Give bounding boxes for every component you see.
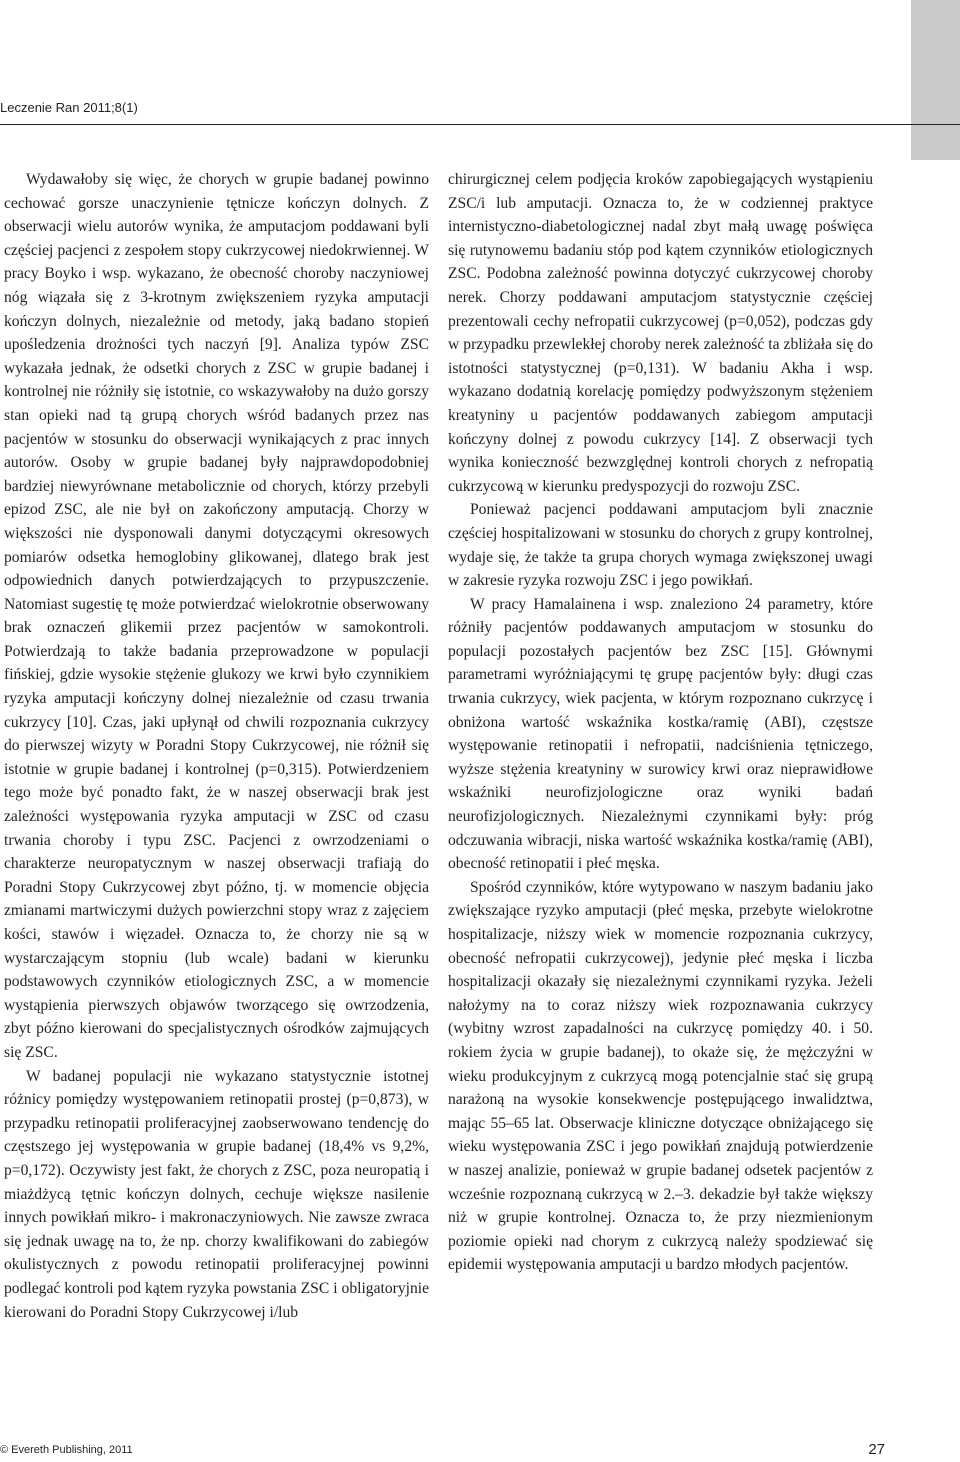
section-tab (911, 0, 960, 160)
paragraph: W pracy Hamalainena i wsp. znaleziono 24 parametry, które różniły pacjentów poddawanych amputacjom w stosunku do populacji pozostałych pacjentów bez ZSC [15]. Głównymi parametrami wyróżniającymi tę grupę pacjentów były: długi czas trwania cukrzycy, wiek pacjenta, w którym rozpoznano cukrzycę i obniżona wartość wskaźnika kostka/ramię (ABI), częstsze występowanie retinopatii i nefropatii, nadciśnienia tętniczego, wyższe stężenia kreatyniny w surowicy krwi oraz nieprawidłowe wskaźniki neurofizjologiczne oraz wyniki badań neurofizjologicznych. Niezależnymi czynnikami były: próg odczuwania wibracji, niska wartość wskaźnika kostka/ramię (ABI), obecność retinopatii i płeć męska. (448, 595, 873, 873)
paragraph: chirurgicznej celem podjęcia kroków zapobiegających wystąpieniu ZSC/i lub amputacji. Oznacza to, że w codziennej praktyce internistyczno-diabetologicznej nadal zbyt małą uwagę poświęca się rutynowemu badaniu stóp pod kątem czynników etiologicznych ZSC. Podobna zależność powinna dotyczyć cukrzycowej choroby nerek. Chorzy poddawani amputacjom statystycznie częściej prezentowali cechy nefropatii cukrzycowej (p=0,052), podczas gdy w przypadku przewlekłej choroby nerek zależność ta zbliżała się do istotności statystycznej (p=0,131). W badaniu Akha i wsp. wykazano dodatnią korelację pomiędzy podwyższonym stężeniem kreatyniny u pacjentów poddawanych zabiegom amputacji kończyny dolnej z powodu cukrzycy [14]. Z obserwacji tych wynika konieczność bezwzględnej kontroli chorych z nefropatią cukrzycową w kierunku predyspozycji do rozwoju ZSC. (448, 171, 873, 495)
running-head: Leczenie Ran 2011;8(1) (0, 100, 138, 115)
right-column (448, 168, 873, 1277)
copyright-notice: © Evereth Publishing, 2011 (0, 1444, 133, 1456)
header-rule (0, 124, 960, 125)
left-column (4, 168, 429, 1324)
paragraph: W badanej populacji nie wykazano statystycznie istotnej różnicy pomiędzy występowaniem retinopatii prostej (p=0,873), w przypadku retinopatii proliferacyjnej zaobserwowano tendencję do częstszego jej występowania w grupie badanej (18,4% vs 9,2%, p=0,172). Oczywisty jest fakt, że chorych z ZSC, poza neuropatią i miażdżycą tętnic kończyn dolnych, cechuje większe nasilenie innych powikłań mikro- i makronaczyniowych. Nie zawsze zwraca się jednak uwagę na to, że np. chorzy kwalifikowani do zabiegów okulistycznych z powodu retinopatii proliferacyjnej powinni podlegać kontroli pod kątem ryzyka powstania ZSC i obligatoryjnie kierowani do Poradni Stopy Cukrzycowej i/lub (4, 1067, 429, 1321)
paragraph: Spośród czynników, które wytypowano w naszym badaniu jako zwiększające ryzyko amputacji (płeć męska, przebyte wielokrotne hospitalizacje, niższy wiek w momencie rozpoznania cukrzycy, obecność nefropatii cukrzycowej), jedynie płeć męska i liczba hospitalizacji okazały się niezależnymi czynnikami ryzyka. Jeżeli nałożymy na to coraz niższy wiek rozpoznawania cukrzycy (wybitny wzrost zapadalności na cukrzycę pomiędzy 40. i 50. rokiem życia w grupie badanej), to okaże się, że mężczyźni w wieku produkcyjnym z cukrzycą mogą potencjalnie stać się grupą narażoną na wysokie konsekwencje postępującego inwalidztwa, mając 55–65 lat. Obserwacje kliniczne dotyczące obniżającego się wieku występowania ZSC i jego powikłań znajdują potwierdzenie w naszej analizie, ponieważ w grupie badanej odsetek pacjentów z wcześnie rozpoznaną cukrzycą w 2.–3. dekadzie był także większy niż w grupie kontrolnej. Oznacza to, że przy niezmienionym poziomie opieki nad chorym z cukrzycą należy spodziewać się epidemii występowania amputacji u bardzo młodych pacjentów. (448, 878, 873, 1274)
paragraph: Wydawałoby się więc, że chorych w grupie badanej powinno cechować gorsze unaczynienie tętnicze kończyn dolnych. Z obserwacji wielu autorów wynika, że amputacjom poddawani byli częściej pacjenci z zespołem stopy cukrzycowej niedokrwiennej. W pracy Boyko i wsp. wykazano, że obecność choroby naczyniowej nóg wiązała się z 3-krotnym zwiększeniem ryzyka amputacji kończyn dolnych, niezależnie od metody, jaką badano stopień upośledzenia drożności tych naczyń [9]. Analiza typów ZSC wykazała jednak, że odsetki chorych z ZSC w grupie badanej i kontrolnej nie różniły się istotnie, co wskazywałoby na dużo gorszy stan opieki nad tą grupą chorych wśród badanych przez nas pacjentów w stosunku do obserwacji wynikających z prac innych autorów. Osoby w grupie badanej były najprawdopodobniej bardziej niewyrównane metabolicznie od chorych, którzy przebyli epizod ZSC, ale nie był on zakończony amputacją. Chorzy w większości nie dysponowali danymi dotyczącymi okresowych pomiarów odsetka hemoglobiny glikowanej, dlatego brak jest odpowiednich danych potwierdzających to przypuszczenie. Natomiast sugestię tę może potwierdzać wielokrotnie obserwowany brak oznaczeń glikemii przez pacjentów w samokontroli. Potwierdzają to także badania przeprowadzone w populacji fińskiej, gdzie wysokie stężenie glukozy we krwi było czynnikiem ryzyka amputacji kończyny dolnej niezależnie od czasu trwania cukrzycy [10]. Czas, jaki upłynął od chwili rozpoznania cukrzycy do pierwszej wizyty w Poradni Stopy Cukrzycowej, nie różnił się istotnie w grupie badanej i kontrolnej (p=0,315). Potwierdzeniem tego może być ponadto fakt, że w naszej obserwacji brak jest zależności występowania ryzyka amputacji w ZSC od czasu trwania choroby i typu ZSC. Pacjenci z owrzodzeniami o charakterze neuropatycznym w naszej obserwacji trafiają do Poradni Stopy Cukrzycowej zbyt późno, tj. w momencie objęcia zmianami martwiczymi dużych powierzchni stopy wraz z zajęciem kości, stawów i więzadeł. Oznacza to, że chorzy nie są w wystarczającym stopniu (lub wcale) badani w kierunku podstawowych czynników etiologicznych ZSC, a w momencie wystąpienia pierwszych objawów tworzącego się owrzodzenia, zbyt późno kierowani do specjalistycznych ośrodków zajmujących się ZSC. (4, 171, 429, 1061)
paragraph: Ponieważ pacjenci poddawani amputacjom byli znacznie częściej hospitalizowani w stosunku do chorych z grupy kontrolnej, wydaje się, że także ta grupa chorych wymaga zwiększonej uwagi w zakresie ryzyka rozwoju ZSC i jego powikłań. (448, 501, 873, 590)
page-number: 27 (868, 1441, 885, 1458)
